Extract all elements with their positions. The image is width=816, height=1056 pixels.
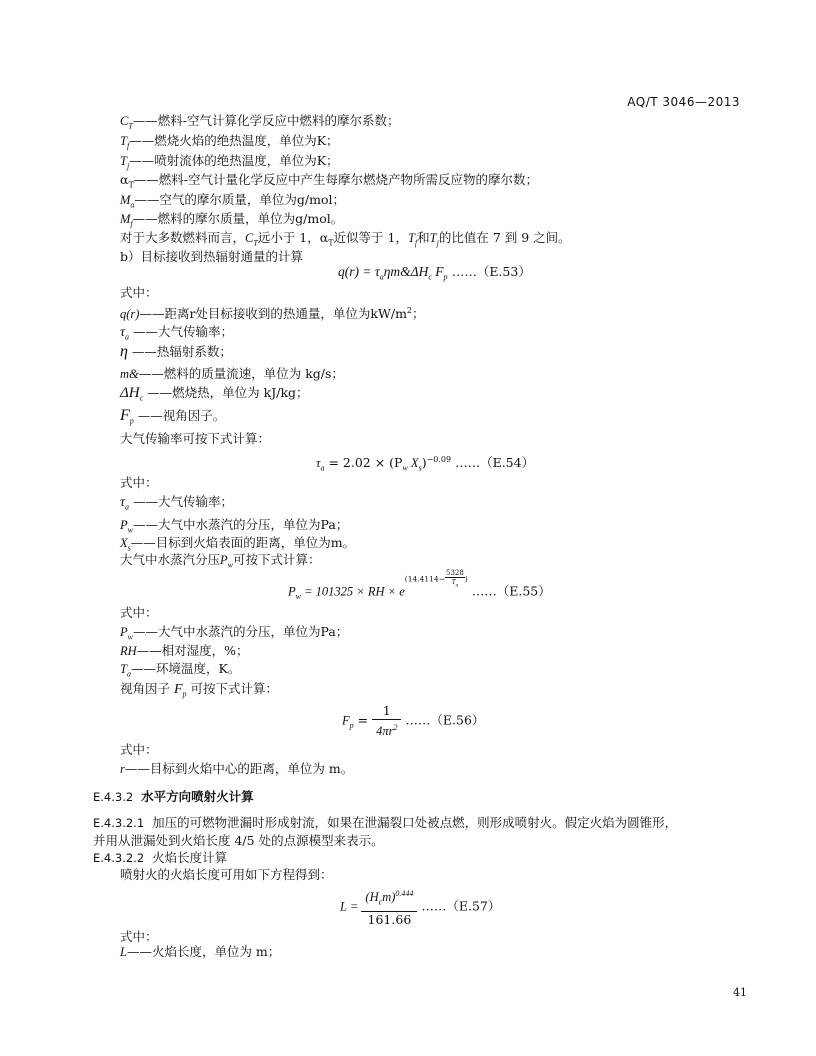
equation-e54: $\tau_a = 2.02 \times (P_w$ $X_s)^{-0.09}$ ……（E.54） [316, 455, 535, 473]
where-label: 式中： [120, 475, 158, 490]
definition-line: $P_w——$大气中水蒸汽的分压，单位为Pa； [120, 517, 349, 535]
definition-line: $M_f——$燃料的摩尔质量，单位为g/mol。 [120, 211, 344, 229]
definition-line: $\alpha_T——$燃料-空气计量化学反应中产生每摩尔燃烧产物所需反应物的摩尔数； [120, 172, 539, 190]
document-code: AQ/T 3046—2013 [627, 95, 740, 109]
clause-heading: E.4.3.2.2 火焰长度计算 [93, 850, 228, 865]
definition-line: $F_p$ ——视角因子。 [120, 407, 226, 426]
clause-paragraph-cont: 并用从泄漏处到火焰长度 4/5 处的点源模型来表示。 [93, 833, 384, 848]
definition-line: L——火焰长度，单位为 m； [120, 944, 281, 959]
clause-paragraph: E.4.3.2.1 加压的可燃物泄漏时形成射流，如果在泄漏裂口处被点燃，则形成喷射火。假定火焰为圆锥形， [93, 815, 678, 830]
equation-e55: $P_w = 101325$ × RH × e(14.4114− $\frac{5328}{T_a}$ ) ……（E.55） [288, 569, 551, 602]
where-label: 式中： [120, 929, 158, 944]
equation-e53: $q(r) = \tau_a\eta m\&\Delta H_c$ $F_p$ ……（E.53） [338, 264, 531, 282]
definition-line: $\Delta H_c$ ——燃烧热，单位为 kJ/kg； [120, 385, 309, 403]
definition-line: m&——燃料的质量流速，单位为 kg/s； [120, 366, 344, 381]
subheading: b）目标接收到热辐射通量的计算 [120, 249, 304, 264]
definition-line: η ——热辐射系数； [120, 343, 232, 360]
equation-e56: $F_p$ = $\frac{1}{4\pi r^2}$ ……（E.56） [342, 703, 485, 739]
where-label: 式中： [120, 605, 158, 620]
paragraph: 大气中水蒸汽分压$P_w$可按下式计算： [120, 552, 321, 570]
definition-line: $T_j——$喷射流体的绝热温度，单位为K； [120, 153, 339, 171]
where-label: 式中： [120, 285, 158, 300]
definition-line: q(r)——距离r处目标接收到的热通量，单位为$kW/m^2$； [120, 306, 425, 322]
definition-line: $\tau_a$ ——大气传输率； [120, 324, 233, 342]
where-label: 式中： [120, 742, 158, 757]
page-number: 41 [733, 986, 747, 999]
definition-line: r——目标到火焰中心的距离，单位为 m。 [120, 761, 354, 776]
paragraph: 大气传输率可按下式计算： [120, 431, 271, 446]
definition-line: $M_a——$空气的摩尔质量，单位为g/mol； [120, 192, 346, 210]
definition-line: RH——相对湿度，%； [120, 643, 249, 658]
section-heading: E.4.3.2 水平方向喷射火计算 [93, 789, 254, 804]
definition-line: $P_w——$大气中水蒸汽的分压，单位为Pa； [120, 624, 349, 642]
definition-line: $T_a——$环境温度，K。 [120, 661, 241, 679]
paragraph: 喷射火的火焰长度可用如下方程得到： [120, 867, 333, 882]
paragraph: 对于大多数燃料而言，$C_T$远小于 1，$\alpha_T$近似等于 1，$T_f$和$T_j$的比值在 7 到 9 之间。 [120, 230, 571, 248]
paragraph: 视角因子 $F_p$ 可按下式计算： [120, 681, 279, 699]
definition-line: $C_T——$燃料-空气计算化学反应中燃料的摩尔系数； [120, 113, 400, 131]
equation-e57: L = $\frac{(H_cm)^{0.444}}{161.66}$ ……（E.57） [340, 886, 500, 928]
definition-line: $T_f——$燃烧火焰的绝热温度，单位为K； [120, 133, 339, 151]
definition-line: $X_s——$目标到火焰表面的距离，单位为m。 [120, 535, 356, 553]
definition-line: $\tau_a$ ——大气传输率； [120, 494, 233, 512]
